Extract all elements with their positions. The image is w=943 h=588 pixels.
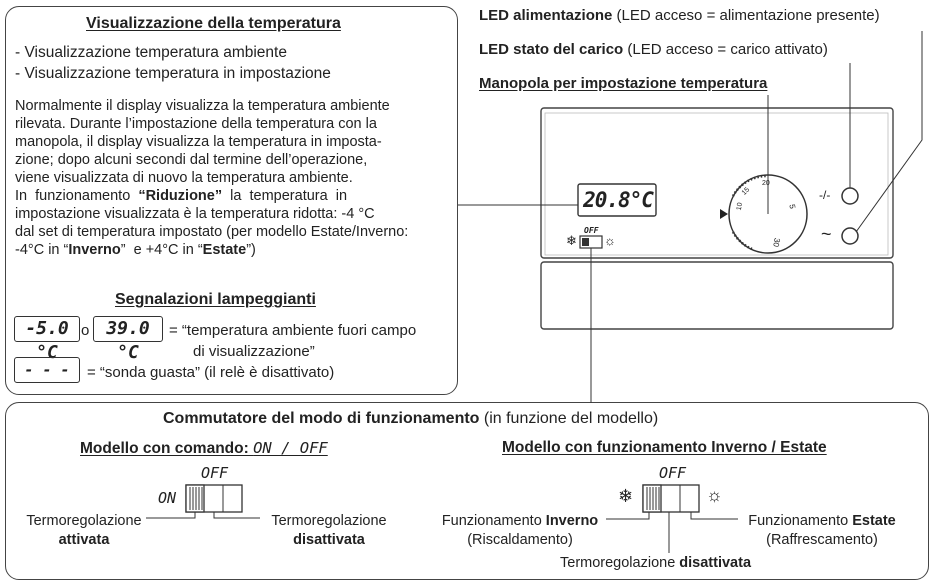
- reduction-line: In funzionamento “Riduzione” la temperatura in: [15, 188, 348, 204]
- description-paragraph: [15, 97, 445, 259]
- probe-fault-text: = “sonda guasta” (il relè è disattivato): [87, 364, 335, 381]
- winter-caption: Funzionamento Inverno (Riscaldamento): [441, 513, 599, 548]
- knob-mark: 15: [740, 186, 752, 197]
- out-of-range-text-2: di visualizzazione”: [193, 343, 315, 360]
- model1-title: Modello con comando: ON / OFF: [80, 439, 328, 457]
- model2-title: Modello con funzionamento Inverno / Estate: [502, 439, 827, 456]
- sun-icon: ☼: [706, 485, 723, 505]
- led-load: [842, 228, 858, 244]
- lcd-dashes: - - -: [14, 357, 80, 383]
- ac-symbol-icon: ~: [821, 224, 832, 244]
- led-power: [842, 188, 858, 204]
- led-load-label: LED stato del carico (LED acceso = carico attivato): [479, 41, 828, 58]
- sun-icon: ☼: [604, 233, 616, 248]
- out-of-range-text-1: = “temperatura ambiente fuori campo: [169, 322, 417, 339]
- model2-off-label: OFF: [659, 464, 687, 482]
- lcd-high-value: 39.0 °C: [93, 316, 163, 342]
- reduction-word: “Riduzione”: [138, 188, 223, 204]
- knob-mark: 10: [735, 202, 745, 211]
- power-symbol-icon: -/-: [819, 188, 831, 202]
- model1-on-label: ON: [158, 489, 177, 507]
- device-switch-off-label: OFF: [584, 226, 599, 235]
- desc-line: zione; dopo alcuni secondi dal termine dell’operazione,: [15, 152, 368, 168]
- knob-label: Manopola per impostazione temperatura: [479, 75, 768, 92]
- knob-mark: 5: [787, 203, 798, 210]
- snowflake-icon: ❄: [618, 486, 634, 506]
- bullet-setpoint: - Visualizzazione temperatura in impostazione: [15, 65, 331, 82]
- knob-mark: 30: [771, 237, 782, 248]
- desc-line: Normalmente il display visualizza la temperatura ambiente: [15, 98, 390, 114]
- model1-right-caption: Termoregolazione disattivata: [271, 513, 387, 548]
- blink-signals-title: Segnalazioni lampeggianti: [115, 291, 316, 308]
- model1-left-caption: Termoregolazione attivata: [26, 513, 142, 548]
- desc-line: dal set di temperatura impostato (per modello Estate/Inverno:: [15, 224, 409, 240]
- or-text: o: [81, 322, 90, 339]
- snowflake-icon: ❄: [566, 233, 577, 248]
- desc-line: viene visualizzata di nuovo la temperatura ambiente.: [15, 170, 353, 186]
- desc-line: impostazione visualizzata è la temperatura ridotta: -4 °C: [15, 206, 375, 222]
- model1-off-label: OFF: [201, 464, 229, 482]
- middle-caption: Termoregolazione disattivata: [560, 555, 752, 571]
- desc-line: rilevata. Durante l’impostazione della temperatura con la: [15, 116, 377, 132]
- mode-switch-title: Commutatore del modo di funzionamento (in funzione del modello): [163, 410, 659, 427]
- summer-caption: Funzionamento Estate (Raffrescamento): [748, 513, 896, 548]
- winter-summer-line: -4°C in “Inverno” e +4°C in “Estate”): [15, 242, 256, 258]
- knob-mark: 20: [762, 180, 770, 187]
- temperature-box-title: Visualizzazione della temperatura: [86, 15, 341, 32]
- led-power-label: LED alimentazione (LED acceso = alimentazione presente): [479, 7, 880, 24]
- lcd-low-value: -5.0 °C: [14, 316, 80, 342]
- thermostat-lower-cover: [541, 262, 893, 329]
- bullet-ambient: - Visualizzazione temperatura ambiente: [15, 44, 287, 61]
- device-display-value: 20.8°C: [583, 188, 653, 212]
- desc-line: manopola, il display visualizza la temperatura in imposta-: [15, 134, 382, 150]
